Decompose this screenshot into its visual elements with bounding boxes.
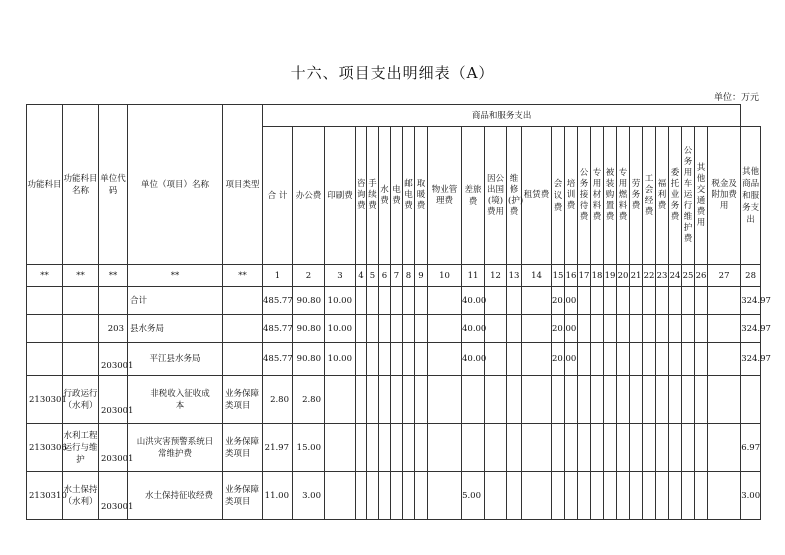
header-col-10: 物业管理费 (428, 127, 462, 265)
cell-other (741, 376, 761, 424)
cell-total: 485.77 (263, 315, 293, 343)
index-num: 3 (325, 265, 356, 287)
index-num: 10 (428, 265, 462, 287)
table-row (27, 472, 761, 520)
header-col-20: 专用燃料费 (617, 127, 630, 265)
cell-proj-type (223, 287, 263, 315)
page-title: 十六、项目支出明细表（A） (290, 64, 495, 82)
header-func-name: 功能科目名称 (63, 105, 99, 265)
cell-total: 485.77 (263, 287, 293, 315)
header-col-14: 租赁费 (522, 127, 552, 265)
cell-unit-code (99, 287, 128, 315)
index-num: 7 (391, 265, 403, 287)
cell-office: 15.00 (293, 424, 325, 472)
cell-office: 90.80 (293, 343, 325, 376)
cell-meeting (552, 472, 565, 520)
cell-proj-type: 业务保障类项目 (223, 472, 263, 520)
cell-proj-type (223, 343, 263, 376)
cell-travel: 40.00 (462, 343, 485, 376)
cell-unit-code: 203001 (99, 343, 128, 376)
index-num: 22 (643, 265, 656, 287)
header-col-12: 因公出国(境)费用 (485, 127, 507, 265)
header-func-code: 功能科目 (27, 105, 63, 265)
cell-travel (462, 424, 485, 472)
cell-meeting: 20.00 (552, 287, 565, 315)
header-col-17: 公务接待费 (578, 127, 591, 265)
header-col-6: 水费 (379, 127, 391, 265)
header-col-5: 手续费 (367, 127, 379, 265)
cell-func-code: 2130306 (27, 424, 63, 472)
header-col-23: 福利费 (656, 127, 669, 265)
cell-unit-name: 非税收入征收成本 (128, 376, 223, 424)
index-num: 19 (604, 265, 617, 287)
index-num: 23 (656, 265, 669, 287)
expenditure-table (26, 104, 771, 520)
index-mark: ** (128, 265, 223, 287)
cell-unit-name: 水土保持征收经费 (128, 472, 223, 520)
header-unit-name: 单位（项目）名称 (128, 105, 223, 265)
cell-meeting: 20.00 (552, 315, 565, 343)
cell-unit-name: 山洪灾害预警系统日常维护费 (128, 424, 223, 472)
cell-print (325, 376, 356, 424)
header-col-11: 差旅费 (462, 127, 485, 265)
header-col-3: 印刷费 (325, 127, 356, 265)
header-col-19: 被装购置费 (604, 127, 617, 265)
index-num: 25 (682, 265, 695, 287)
index-num: 6 (379, 265, 391, 287)
index-num: 15 (552, 265, 565, 287)
header-col-2: 办公费 (293, 127, 325, 265)
index-num: 12 (485, 265, 507, 287)
index-mark: ** (63, 265, 99, 287)
cell-other: 324.97 (741, 315, 761, 343)
index-num: 8 (403, 265, 415, 287)
table-row (27, 424, 761, 472)
header-proj-type: 项目类型 (223, 105, 263, 265)
cell-total: 485.77 (263, 343, 293, 376)
cell-func-name (63, 343, 99, 376)
cell-office: 2.80 (293, 376, 325, 424)
index-mark: ** (27, 265, 63, 287)
table-row (27, 287, 761, 315)
cell-print (325, 424, 356, 472)
index-num: 17 (578, 265, 591, 287)
index-num: 28 (741, 265, 761, 287)
cell-unit-code: 203 (99, 315, 128, 343)
header-col-9: 取暖费 (415, 127, 428, 265)
cell-office: 90.80 (293, 287, 325, 315)
cell-unit-name: 县水务局 (128, 315, 223, 343)
table-row (27, 343, 761, 376)
header-col-24: 委托业务费 (669, 127, 682, 265)
index-mark: ** (99, 265, 128, 287)
cell-other: 324.97 (741, 287, 761, 315)
index-num: 2 (293, 265, 325, 287)
index-num: 5 (367, 265, 379, 287)
header-unit-code: 单位代码 (99, 105, 128, 265)
cell-travel: 5.00 (462, 472, 485, 520)
cell-travel: 40.00 (462, 315, 485, 343)
header-col-28: 其他商品和服务支出 (741, 127, 761, 265)
cell-total: 21.97 (263, 424, 293, 472)
cell-func-code (27, 343, 63, 376)
unit-label: 单位：万元 (713, 93, 759, 103)
header-col-8: 邮电费 (403, 127, 415, 265)
cell-func-name: 行政运行（水利） (63, 376, 99, 424)
index-num: 20 (617, 265, 630, 287)
header-group: 商品和服务支出 (263, 105, 741, 127)
cell-travel (462, 376, 485, 424)
cell-func-code: 2130310 (27, 472, 63, 520)
index-num: 4 (356, 265, 367, 287)
header-col-4: 咨询费 (356, 127, 367, 265)
cell-office: 90.80 (293, 315, 325, 343)
index-num: 27 (708, 265, 741, 287)
cell-func-code (27, 287, 63, 315)
index-num: 26 (695, 265, 708, 287)
cell-other: 6.97 (741, 424, 761, 472)
index-num: 1 (263, 265, 293, 287)
header-col-27: 税金及附加费用 (708, 127, 741, 265)
cell-func-name (63, 315, 99, 343)
cell-unit-code: 203001 (99, 376, 128, 424)
cell-print (325, 472, 356, 520)
cell-func-name (63, 287, 99, 315)
index-num: 18 (591, 265, 604, 287)
cell-office: 3.00 (293, 472, 325, 520)
index-num: 21 (630, 265, 643, 287)
cell-print: 10.00 (325, 287, 356, 315)
table-row (27, 376, 761, 424)
header-col-16: 培训费 (565, 127, 578, 265)
cell-meeting (552, 424, 565, 472)
header-col-21: 劳务费 (630, 127, 643, 265)
cell-other: 324.97 (741, 343, 761, 376)
cell-unit-code: 203001 (99, 424, 128, 472)
cell-proj-type (223, 315, 263, 343)
cell-func-code: 2130301 (27, 376, 63, 424)
cell-print: 10.00 (325, 343, 356, 376)
cell-proj-type: 业务保障类项目 (223, 376, 263, 424)
cell-print: 10.00 (325, 315, 356, 343)
index-num: 24 (669, 265, 682, 287)
cell-unit-code: 203001 (99, 472, 128, 520)
cell-total: 2.80 (263, 376, 293, 424)
header-col-15: 会议费 (552, 127, 565, 265)
cell-func-code (27, 315, 63, 343)
index-num: 9 (415, 265, 428, 287)
header-col-26: 其他交通费用 (695, 127, 708, 265)
header-col-22: 工会经费 (643, 127, 656, 265)
header-col-25: 公务用车运行维护费 (682, 127, 695, 265)
header-col-13: 维修(护)费 (507, 127, 522, 265)
index-num: 11 (462, 265, 485, 287)
index-num: 16 (565, 265, 578, 287)
header-col-1: 合 计 (263, 127, 293, 265)
index-num: 14 (522, 265, 552, 287)
header-col-7: 电费 (391, 127, 403, 265)
cell-meeting (552, 376, 565, 424)
index-num: 13 (507, 265, 522, 287)
cell-func-name: 水土保持（水利） (63, 472, 99, 520)
cell-func-name: 水利工程运行与维护 (63, 424, 99, 472)
cell-unit-name: 平江县水务局 (128, 343, 223, 376)
cell-unit-name: 合计 (128, 287, 223, 315)
table-row (27, 315, 761, 343)
cell-other: 3.00 (741, 472, 761, 520)
header-col-18: 专用材料费 (591, 127, 604, 265)
cell-total: 11.00 (263, 472, 293, 520)
index-mark: ** (223, 265, 263, 287)
cell-travel: 40.00 (462, 287, 485, 315)
cell-proj-type: 业务保障类项目 (223, 424, 263, 472)
cell-meeting: 20.00 (552, 343, 565, 376)
